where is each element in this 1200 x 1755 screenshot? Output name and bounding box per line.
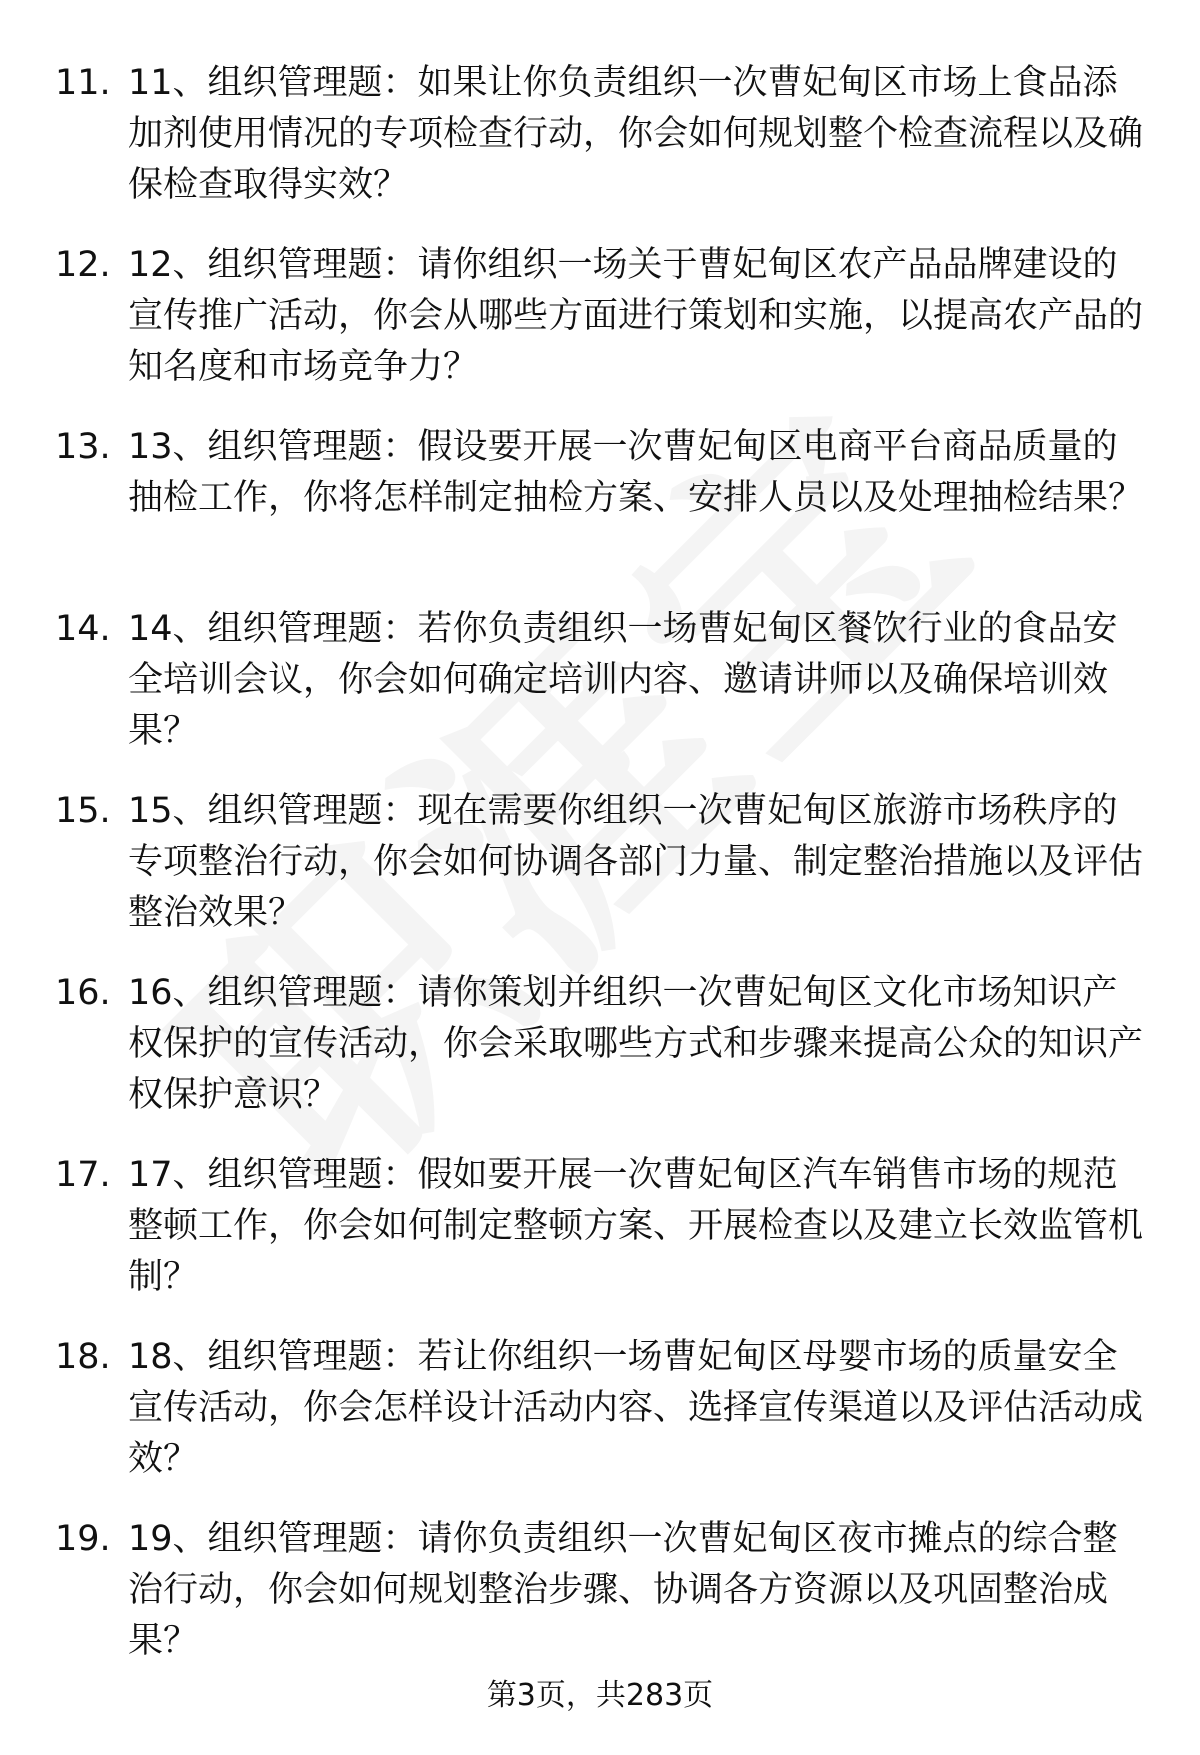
question-item (0, 422, 1200, 604)
question-text: 13、组织管理题：假设要开展一次曹妃甸区电商平台商品质量的抽检工作，你将怎样制定抽检方案、安排人员以及处理抽检结果？ (128, 427, 1144, 518)
question-text: 11、组织管理题：如果让你负责组织一次曹妃甸区市场上食品添加剂使用情况的专项检查行动，你会如何规划整个检查流程以及确保检查取得实效？ (128, 63, 1144, 205)
question-text: 14、组织管理题：若你负责组织一场曹妃甸区餐饮行业的食品安全培训会议，你会如何确定培训内容、邀请讲师以及确保培训效果？ (128, 609, 1118, 751)
question-item (0, 604, 1200, 786)
question-text: 16、组织管理题：请你策划并组织一次曹妃甸区文化市场知识产权保护的宣传活动，你会采取哪些方式和步骤来提高公众的知识产权保护意识？ (128, 973, 1144, 1115)
question-text: 18、组织管理题：若让你组织一场曹妃甸区母婴市场的质量安全宣传活动，你会怎样设计活动内容、选择宣传渠道以及评估活动成效？ (128, 1337, 1144, 1479)
question-item (0, 1514, 1200, 1696)
question-number: 17. (55, 1155, 111, 1195)
question-item (0, 58, 1200, 240)
question-text: 12、组织管理题：请你组织一场关于曹妃甸区农产品品牌建设的宣传推广活动，你会从哪些方面进行策划和实施，以提高农产品的知名度和市场竞争力？ (128, 245, 1144, 387)
question-text: 15、组织管理题：现在需要你组织一次曹妃甸区旅游市场秩序的专项整治行动，你会如何协调各部门力量、制定整治措施以及评估整治效果？ (128, 791, 1144, 933)
question-number: 18. (55, 1337, 111, 1377)
question-number: 11. (55, 63, 111, 103)
question-item (0, 968, 1200, 1150)
question-item (0, 786, 1200, 968)
question-number: 12. (55, 245, 111, 285)
question-item (0, 240, 1200, 422)
question-list (0, 58, 1200, 1696)
page-footer: 第3页，共283页 (486, 1678, 714, 1713)
question-number: 15. (55, 791, 111, 831)
question-item (0, 1332, 1200, 1514)
question-text: 17、组织管理题：假如要开展一次曹妃甸区汽车销售市场的规范整顿工作，你会如何制定整顿方案、开展检查以及建立长效监管机制？ (128, 1155, 1144, 1297)
question-item (0, 1150, 1200, 1332)
question-text: 19、组织管理题：请你负责组织一次曹妃甸区夜市摊点的综合整治行动，你会如何规划整治步骤、协调各方资源以及巩固整治成果？ (128, 1519, 1118, 1661)
question-number: 16. (55, 973, 111, 1013)
question-number: 19. (55, 1519, 111, 1559)
question-number: 13. (55, 427, 111, 467)
question-number: 14. (55, 609, 111, 649)
